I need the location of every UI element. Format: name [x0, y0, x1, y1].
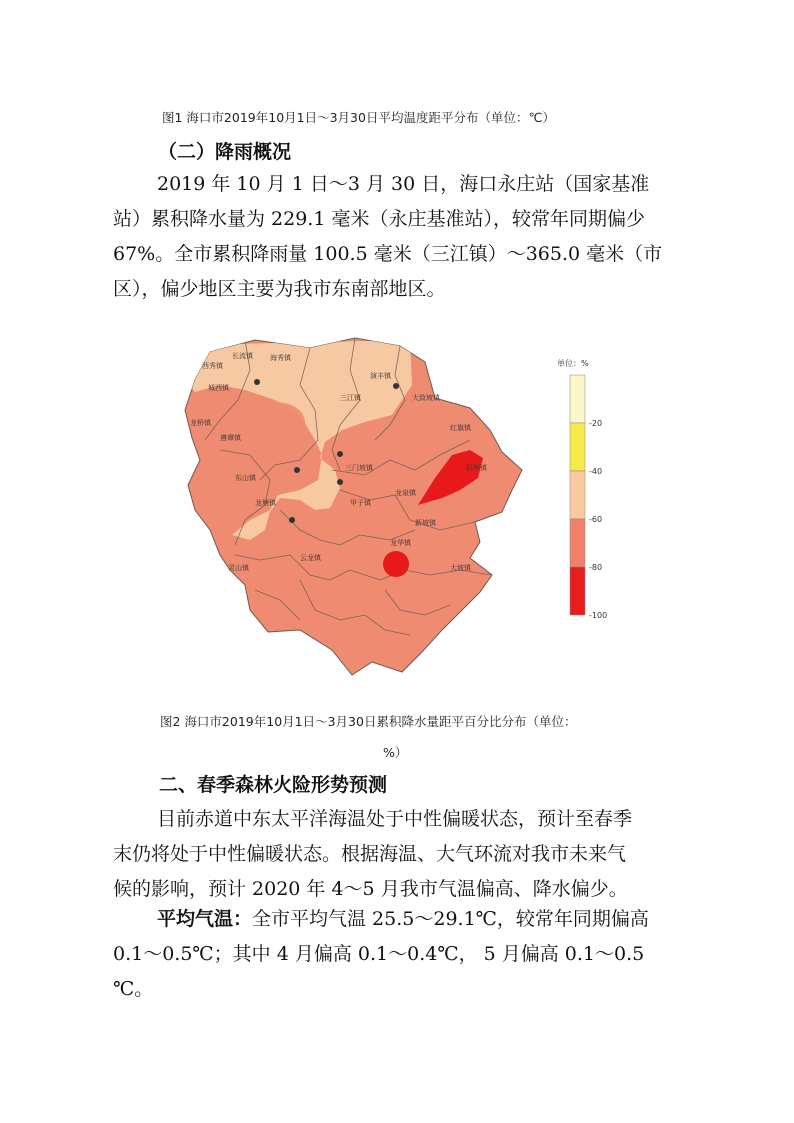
- temperature-line-1: [113, 902, 673, 937]
- legend: [557, 358, 607, 620]
- fire-paragraph: [113, 802, 673, 907]
- legend-tick-label: -80: [589, 563, 603, 572]
- town-label: 龙塘镇: [255, 499, 276, 507]
- town-label: 龙桥镇: [190, 419, 211, 427]
- fire-line-1: 目前赤道中东太平洋海温处于中性偏暖状态，预计至春季: [157, 808, 633, 830]
- town-label: 旧州镇: [466, 464, 487, 472]
- temperature-line-2: 0.1～0.5℃；其中 4 月偏高 0.1～0.4℃， 5 月偏高 0.1～0.5: [113, 943, 645, 965]
- town-label: 东山镇: [235, 474, 256, 482]
- legend-swatch: [570, 375, 585, 423]
- legend-tick-label: -20: [589, 419, 603, 428]
- temperature-label: 平均气温：: [157, 908, 253, 930]
- rain-line-2: 站）累积降水量为 229.1 毫米（永庄基准站），较常年同期偏少: [113, 208, 645, 230]
- town-label: 大致坡镇: [412, 394, 440, 402]
- figure-2-caption-line-2: %）: [383, 745, 408, 760]
- town-label: 新坡镇: [415, 519, 436, 527]
- legend-swatch: [570, 423, 585, 471]
- town-label: 遵谭镇: [220, 434, 241, 442]
- legend-tick-label: -60: [589, 515, 603, 524]
- town-label: 红旗镇: [450, 424, 471, 432]
- map-zone-mid-pocket: [245, 402, 305, 442]
- town-label: 三江镇: [340, 394, 361, 402]
- town-label: 长流镇: [232, 352, 253, 360]
- rain-line-1: 2019 年 10 月 1 日～3 月 30 日，海口永庄站（国家基准: [157, 173, 650, 195]
- legend-swatch: [570, 567, 585, 615]
- town-label: 西秀镇: [202, 362, 223, 370]
- town-label: 三门坡镇: [345, 464, 373, 472]
- legend-swatch: [570, 471, 585, 519]
- town-label: 城西镇: [208, 384, 229, 392]
- town-label: 海秀镇: [270, 354, 291, 362]
- town-label: 演丰镇: [370, 372, 391, 380]
- town-label: 大坡镇: [450, 564, 471, 572]
- town-label: 龙华镇: [390, 539, 411, 547]
- legend-swatch: [570, 519, 585, 567]
- legend-tick-label: -100: [589, 611, 608, 620]
- legend-tick-label: -40: [589, 467, 603, 476]
- section-heading-fire: 二、春季森林火险形势预测: [159, 774, 388, 796]
- rain-line-3: 67%。全市累积降雨量 100.5 毫米（三江镇）～365.0 毫米（市: [113, 243, 663, 265]
- temperature-line-1-text: 全市平均气温 25.5～29.1℃，较常年同期偏高: [252, 908, 649, 930]
- map-zone-dark-south: [383, 551, 409, 577]
- fire-line-2: 末仍将处于中性偏暖状态。根据海温、大气环流对我市未来气: [113, 843, 627, 865]
- rain-line-4: 区），偏少地区主要为我市东南部地区。: [113, 278, 446, 300]
- figure-1-caption: 图1 海口市2019年10月1日～3月30日平均温度距平分布（单位：℃）: [162, 110, 555, 125]
- fire-line-3: 候的影响，预计 2020 年 4～5 月我市气温偏高、降水偏少。: [113, 878, 628, 900]
- legend-title: 单位：%: [557, 359, 589, 368]
- temperature-line-3: ℃。: [113, 978, 154, 1000]
- precipitation-anomaly-map: [150, 330, 630, 690]
- town-label: 云龙镇: [300, 554, 321, 562]
- town-label: 甲子镇: [350, 499, 371, 507]
- town-label: 龙泉镇: [395, 489, 416, 497]
- section-heading-rain: （二）降雨概况: [158, 141, 292, 163]
- rain-paragraph: [113, 167, 673, 307]
- temperature-paragraph: [113, 902, 673, 1007]
- figure-2-caption-line-1: 图2 海口市2019年10月1日～3月30日累积降水量距平百分比分布（单位：: [160, 714, 577, 729]
- town-label: 灵山镇: [228, 564, 249, 572]
